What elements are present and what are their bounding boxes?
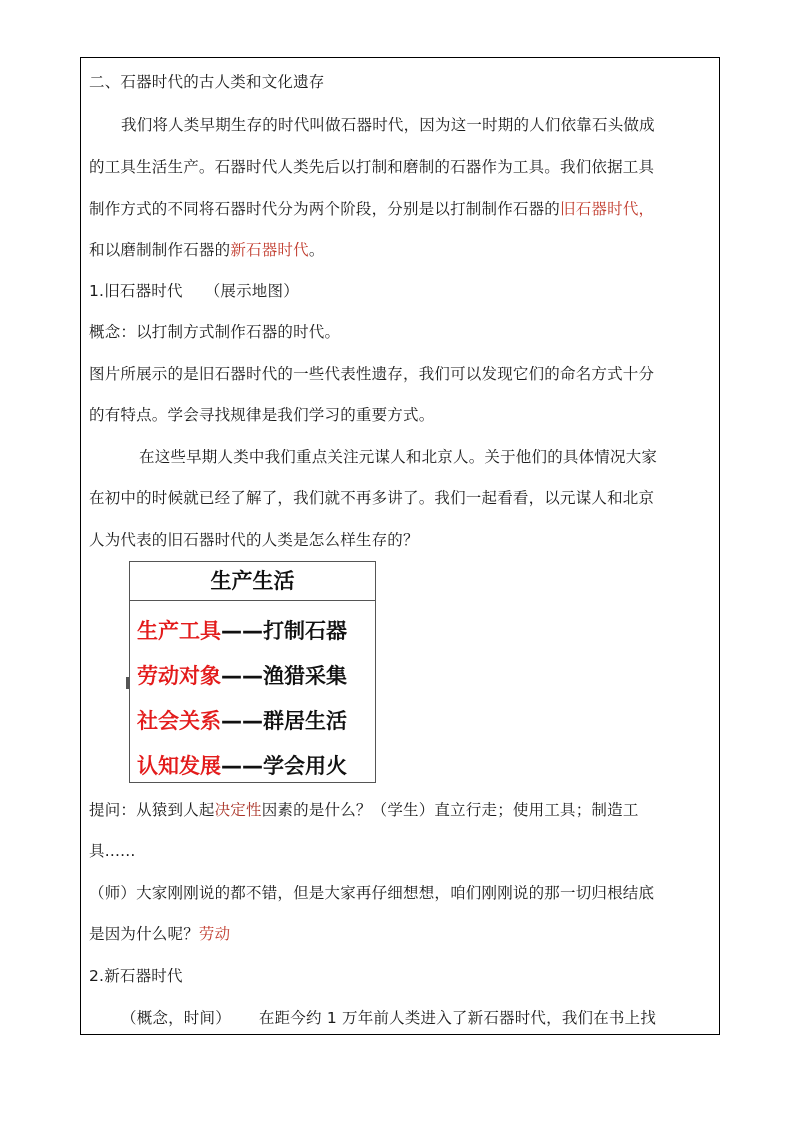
teacher-line-2	[89, 922, 230, 944]
labor-term: 劳动	[198, 925, 231, 943]
section1-para2-line2: 在初中的时候就已经了解了，我们就不再多讲了。我们一起看看，以元谋人和北京	[89, 489, 655, 507]
decisive-term: 决定性	[214, 801, 262, 819]
section2-line-1	[121, 1006, 656, 1028]
intro-line-4-text: 和以磨制制作石器的	[89, 241, 231, 259]
intro-line-3-text: 制作方式的不同将石器时代分为两个阶段，分别是以打制制作石器的	[89, 200, 561, 218]
intro-line-4	[89, 238, 325, 260]
table-row	[137, 705, 347, 735]
table-row-key: 生产工具	[137, 619, 221, 643]
table-row-sep: ——	[221, 619, 263, 643]
table-row-key: 社会关系	[137, 709, 221, 733]
teacher-text: 是因为什么呢？	[89, 925, 199, 943]
teacher-line-1: （师）大家刚刚说的都不错，但是大家再仔细想想，咱们刚刚说的那一切归根结底	[89, 884, 655, 902]
production-life-table	[129, 561, 376, 783]
question-line-2: 具......	[89, 842, 136, 860]
intro-line-2: 的工具生活生产。石器时代人类先后以打制和磨制的石器作为工具。我们依据工具	[89, 158, 655, 176]
table-row-value: 打制石器	[263, 619, 347, 643]
section2-text: 在距今约 1 万年前人类进入了新石器时代，我们在书上找	[258, 1009, 657, 1027]
table-row-sep: ——	[221, 664, 263, 688]
section1-para1-line2: 的有特点。学会寻找规律是我们学习的重要方式。	[89, 406, 435, 424]
intro-line-1: 我们将人类早期生存的时代叫做石器时代，因为这一时期的人们依靠石头做成	[121, 116, 655, 134]
table-row	[137, 660, 347, 690]
section1-title-note: （展示地图）	[204, 282, 299, 300]
section1-para1-line1: 图片所展示的是旧石器时代的一些代表性遗存，我们可以发现它们的命名方式十分	[89, 365, 655, 383]
section2-note: （概念，时间）	[121, 1009, 231, 1027]
intro-line-4-end: 。	[308, 241, 325, 259]
table-row-key: 劳动对象	[137, 664, 221, 688]
table-row-key: 认知发展	[137, 754, 221, 778]
table-edge-mark	[126, 677, 129, 689]
question-text-b: 因素的是什么？（学生）直立行走；使用工具；制造工	[261, 801, 639, 819]
table-row	[137, 615, 347, 645]
table-row-sep: ——	[221, 709, 263, 733]
table-row-value: 学会用火	[263, 754, 347, 778]
question-text-a: 提问：从猿到人起	[89, 801, 215, 819]
neolithic-term: 新石器时代	[230, 241, 309, 259]
table-row-value: 群居生活	[263, 709, 347, 733]
section1-para2-line1: 在这些早期人类中我们重点关注元谋人和北京人。关于他们的具体情况大家	[139, 448, 658, 466]
intro-line-3	[89, 197, 654, 219]
table-row	[137, 750, 347, 780]
section1-title-line	[89, 279, 299, 301]
table-title: 生产生活	[130, 562, 375, 601]
section2-title: 2.新石器时代	[89, 967, 183, 985]
table-row-value: 渔猎采集	[263, 664, 347, 688]
table-row-sep: ——	[221, 754, 263, 778]
section1-title: 1.旧石器时代	[89, 282, 183, 300]
document-frame	[80, 57, 720, 1035]
question-line-1	[89, 798, 639, 820]
section1-para2-line3: 人为代表的旧石器时代的人类是怎么样生存的？	[89, 531, 419, 549]
paleolithic-term: 旧石器时代，	[560, 200, 655, 218]
section-heading: 二、石器时代的古人类和文化遗存	[89, 73, 325, 91]
section1-concept: 概念：以打制方式制作石器的时代。	[89, 323, 341, 341]
